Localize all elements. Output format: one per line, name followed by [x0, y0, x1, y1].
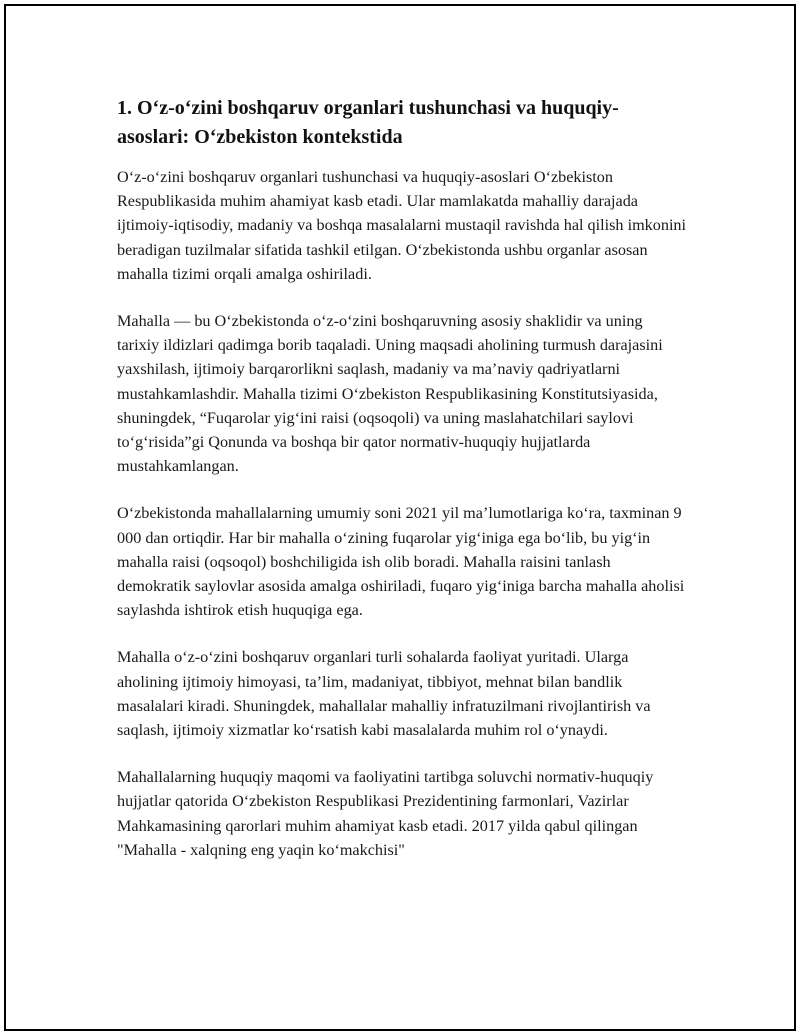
- paragraph-mahalla-count: O‘zbekistonda mahallalarning umumiy soni 2021 yil ma’lumotlariga ko‘ra, taxminan 9 000 dan ortiqdir. Har bir mahalla o‘zining fuqarolar yig‘iniga ega bo‘lib, bu yig‘in mahalla raisi (oqsoqol) boshchiligida ish olib boradi. Mahalla raisini tanlash demokratik saylovlar asosida amalga oshiriladi, fuqaro yig‘iniga barcha mahalla aholisi saylashda ishtirok etish huquqiga ega.: [117, 504, 685, 620]
- paragraph-intro: O‘z-o‘zini boshqaruv organlari tushunchasi va huquqiy-asoslari O‘zbekiston Respublikasida muhim ahamiyat kasb etadi. Ular mamlakatda mahalliy darajada ijtimoiy-iqtisodiy, madaniy va boshqa masalalarni mustaqil ravishda hal qilish imkonini beradigan tuzilmalar sifatida tashkil etilgan. O‘zbekistonda ushbu organlar asosan mahalla tizimi orqali amalga oshiriladi.: [117, 168, 687, 283]
- paragraph-legal-status: Mahallalarning huquqiy maqomi va faoliyatini tartibga soluvchi normativ-huquqiy hujjatlar qatorida O‘zbekiston Respublikasi Prezidentining farmonlari, Vazirlar Mahkamasining qarorlari muhim ahamiyat kasb etadi. 2017 yilda qabul qilingan "Mahalla - xalqning eng yaqin ko‘makchisi": [117, 768, 654, 859]
- section-heading: [117, 94, 687, 152]
- paragraph-mahalla-definition: Mahalla — bu O‘zbekistonda o‘z-o‘zini boshqaruvning asosiy shaklidir va uning tarixiy ildizlari qadimga borib taqaladi. Uning maqsadi aholining turmush darajasini yaxshilash, ijtimoiy barqarorlikni saqlash, madaniy va ma’naviy qadriyatlarni mustahkamlashdir. Mahalla tizimi O‘zbekiston Respublikasining Konstitutsiyasida, shuningdek, “Fuqarolar yig‘ini raisi (oqsoqoli) va uning maslahatchilari saylovi to‘g‘risida”gi Qonunda va boshqa bir qator normativ-huquqiy hujjatlarda mustahkamlangan.: [117, 312, 663, 476]
- heading-line-1: 1. O‘z-o‘zini boshqaruv organlari tushunchasi va huquqiy-: [117, 97, 619, 119]
- paragraph-mahalla-activities: Mahalla o‘z-o‘zini boshqaruv organlari turli sohalarda faoliyat yuritadi. Ularga aholining ijtimoiy himoyasi, ta’lim, madaniyat, tibbiyot, mehnat bilan bandlik masalalari kiradi. Shuningdek, mahallalar mahalliy infratuzilmani rivojlantirish va saqlash, ijtimoiy xizmatlar ko‘rsatish kabi masalalarda muhim rol o‘ynaydi.: [117, 648, 651, 740]
- document-body: [117, 94, 687, 885]
- heading-line-2: asoslari: O‘zbekiston kontekstida: [117, 126, 403, 148]
